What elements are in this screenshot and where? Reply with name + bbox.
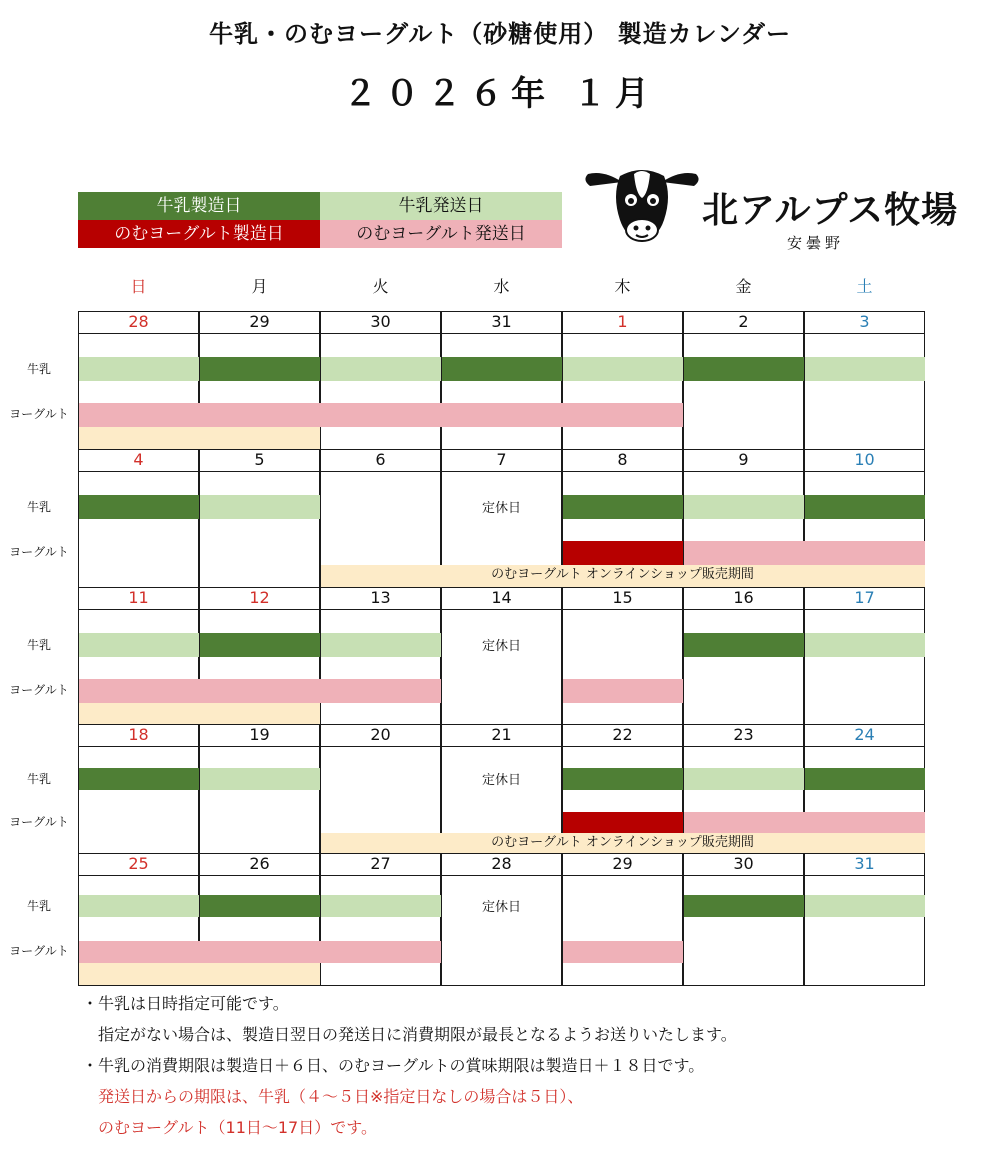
day-number: 21 [491, 725, 512, 744]
milk-shipping-bar [805, 633, 925, 657]
note-line: 指定がない場合は、製造日翌日の発送日に消費期限が最長となるようお送りいたします。 [82, 1025, 737, 1044]
milk-shipping-bar [200, 768, 320, 790]
date-row-line [78, 746, 925, 747]
milk-production-bar [79, 495, 199, 519]
milk-shipping-bar [79, 895, 199, 917]
row-label-yogurt: ヨーグルト [9, 545, 69, 559]
weekday-wed: 水 [493, 277, 510, 296]
milk-shipping-bar [563, 357, 683, 381]
milk-production-bar [684, 357, 804, 381]
milk-production-bar [79, 768, 199, 790]
day-number: 3 [859, 312, 870, 331]
day-number: 12 [249, 588, 270, 607]
note-line: ・牛乳の消費期限は製造日＋６日、のむヨーグルトの賞味期限は製造日＋１８日です。 [82, 1056, 705, 1075]
weekday-thu: 木 [614, 277, 631, 296]
date-row-line [78, 609, 925, 610]
day-number: 28 [491, 854, 512, 873]
day-number: 31 [491, 312, 512, 331]
yogurt-shipping-bar [79, 941, 441, 963]
row-label-milk: 牛乳 [26, 899, 51, 913]
row-label-milk: 牛乳 [26, 638, 51, 652]
cow-icon [582, 164, 702, 254]
date-row-line [78, 471, 925, 472]
day-number: 30 [370, 312, 391, 331]
notes [82, 988, 737, 1143]
online-period-label: のむヨーグルト オンラインショップ販売期間 [491, 567, 754, 582]
date-row-line [78, 875, 925, 876]
milk-shipping-bar [684, 768, 804, 790]
day-number: 23 [733, 725, 754, 744]
milk-production-bar [563, 768, 683, 790]
day-number: 27 [370, 854, 391, 873]
yogurt-shipping-bar [563, 679, 683, 703]
milk-production-bar [442, 357, 562, 381]
weekday-mon: 月 [251, 277, 268, 296]
row-label-milk: 牛乳 [26, 500, 51, 514]
logo-name: 北アルプス牧場 [702, 190, 959, 231]
closed-day-label: 定休日 [481, 900, 521, 915]
milk-shipping-bar [805, 357, 925, 381]
row-label-yogurt: ヨーグルト [9, 407, 69, 421]
yogurt-shipping-bar [684, 812, 925, 833]
month-heading: ２０２６年 １月 [343, 74, 657, 114]
day-number: 6 [375, 450, 386, 469]
milk-shipping-bar [321, 895, 441, 917]
legend-yogurt-production: のむヨーグルト製造日 [78, 220, 320, 248]
closed-day-label: 定休日 [481, 773, 521, 788]
day-number: 8 [617, 450, 628, 469]
note-line: 発送日からの期限は、牛乳（４～５日※指定日なしの場合は５日）、 [82, 1087, 584, 1106]
weekday-sat: 土 [856, 277, 873, 296]
day-number: 10 [854, 450, 875, 469]
day-number: 31 [854, 854, 875, 873]
milk-shipping-bar [79, 633, 199, 657]
yogurt-shipping-bar [79, 403, 683, 427]
day-number: 7 [496, 450, 507, 469]
yogurt-shipping-bar [563, 941, 683, 963]
weekday-sun: 日 [130, 277, 147, 296]
row-label-yogurt: ヨーグルト [9, 683, 69, 697]
day-number: 17 [854, 588, 875, 607]
day-number: 9 [738, 450, 749, 469]
online-period-bar [79, 427, 320, 449]
day-number: 29 [249, 312, 270, 331]
online-period-bar [79, 963, 320, 985]
date-row-line [78, 333, 925, 334]
day-number: 5 [254, 450, 265, 469]
day-number: 2 [738, 312, 749, 331]
day-number: 26 [249, 854, 270, 873]
milk-shipping-bar [79, 357, 199, 381]
milk-shipping-bar [200, 495, 320, 519]
closed-day-label: 定休日 [481, 639, 521, 654]
weekday-tue: 火 [372, 277, 389, 296]
row-label-milk: 牛乳 [26, 362, 51, 376]
milk-production-bar [684, 895, 804, 917]
milk-production-bar [200, 357, 320, 381]
day-number: 20 [370, 725, 391, 744]
milk-production-bar [805, 495, 925, 519]
day-number: 24 [854, 725, 875, 744]
legend [78, 192, 562, 248]
row-label-yogurt: ヨーグルト [9, 815, 69, 829]
milk-production-bar [805, 768, 925, 790]
day-number: 28 [128, 312, 149, 331]
milk-production-bar [200, 633, 320, 657]
weekday-fri: 金 [735, 277, 752, 296]
day-number: 30 [733, 854, 754, 873]
day-number: 29 [612, 854, 633, 873]
logo [582, 160, 959, 260]
day-number: 4 [133, 450, 144, 469]
milk-shipping-bar [805, 895, 925, 917]
day-number: 15 [612, 588, 633, 607]
day-number: 13 [370, 588, 391, 607]
note-line: ・牛乳は日時指定可能です。 [82, 994, 289, 1013]
milk-shipping-bar [321, 357, 441, 381]
row-label-yogurt: ヨーグルト [9, 944, 69, 958]
day-number: 16 [733, 588, 754, 607]
milk-production-bar [200, 895, 320, 917]
note-line: のむヨーグルト（11日～17日）です。 [82, 1118, 377, 1137]
online-period-bar [79, 703, 320, 724]
day-number: 18 [128, 725, 149, 744]
day-number: 22 [612, 725, 633, 744]
legend-milk-shipping: 牛乳発送日 [320, 192, 562, 220]
closed-day-label: 定休日 [481, 501, 521, 516]
legend-yogurt-shipping: のむヨーグルト発送日 [320, 220, 562, 248]
legend-milk-production: 牛乳製造日 [78, 192, 320, 220]
logo-subtitle: 安曇野 [787, 234, 845, 252]
calendar-grid [78, 311, 925, 985]
page-title: 牛乳・のむヨーグルト（砂糖使用） 製造カレンダー [208, 20, 792, 48]
milk-shipping-bar [321, 633, 441, 657]
day-number: 19 [249, 725, 270, 744]
day-number: 25 [128, 854, 149, 873]
yogurt-production-bar [563, 812, 683, 833]
day-number: 1 [617, 312, 628, 331]
row-label-milk: 牛乳 [26, 772, 51, 786]
milk-production-bar [684, 633, 804, 657]
online-period-label: のむヨーグルト オンラインショップ販売期間 [491, 835, 754, 850]
yogurt-production-bar [563, 541, 683, 565]
yogurt-shipping-bar [79, 679, 441, 703]
milk-shipping-bar [684, 495, 804, 519]
yogurt-shipping-bar [684, 541, 925, 565]
day-number: 14 [491, 588, 512, 607]
milk-production-bar [563, 495, 683, 519]
day-number: 11 [128, 588, 149, 607]
